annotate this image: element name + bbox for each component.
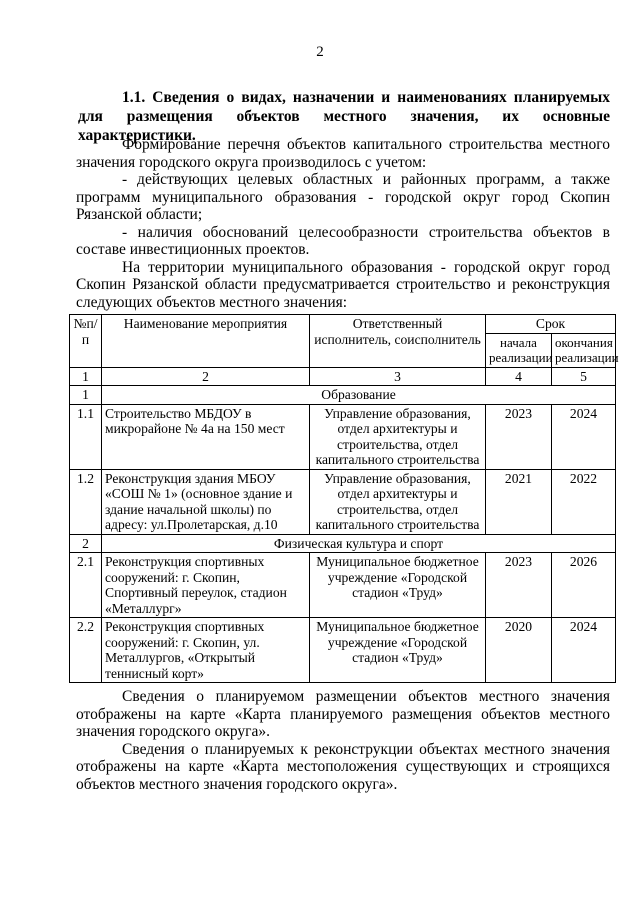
header-responsible: Ответственный исполнитель, соисполнитель xyxy=(310,315,486,368)
intro-paragraph: - наличия обоснований целесообразности строительства объектов в составе инвестиционных проектов. xyxy=(76,223,610,258)
row-responsible: Муниципальное бюджетное учреждение «Городской стадион «Труд» xyxy=(310,553,486,618)
col-number: 5 xyxy=(552,367,616,386)
outro-text xyxy=(76,688,610,793)
header-num: №п/п xyxy=(70,315,102,368)
section-heading: 1.1. Сведения о видах, назначении и наименованиях планируемых для размещения объектов местного значения, их основные характеристики. xyxy=(78,89,610,144)
column-number-row xyxy=(70,367,616,386)
section-title: Физическая культура и спорт xyxy=(102,534,616,553)
row-start: 2021 xyxy=(486,469,552,534)
row-name: Строительство МБДОУ в микрорайоне № 4а на 150 мест xyxy=(102,404,310,469)
section-num: 1 xyxy=(70,386,102,405)
row-end: 2026 xyxy=(552,553,616,618)
section-num: 2 xyxy=(70,534,102,553)
header-name: Наименование мероприятия xyxy=(102,315,310,368)
row-end: 2022 xyxy=(552,469,616,534)
intro-paragraph: - действующих целевых областных и районных программ, а также программ муниципального образования - городской округ город Скопин Рязанской области; xyxy=(76,171,610,223)
outro-paragraph: Сведения о планируемом размещении объектов местного значения отображены на карте «Карта планируемого размещения объектов местного значения городского округа». xyxy=(76,688,610,740)
row-num: 2.1 xyxy=(70,553,102,618)
row-end: 2024 xyxy=(552,404,616,469)
section-title: Образование xyxy=(102,386,616,405)
row-start: 2020 xyxy=(486,618,552,683)
row-responsible: Муниципальное бюджетное учреждение «Городской стадион «Труд» xyxy=(310,618,486,683)
row-num: 2.2 xyxy=(70,618,102,683)
table-row xyxy=(70,618,616,683)
col-number: 2 xyxy=(102,367,310,386)
intro-paragraph: Формирование перечня объектов капитального строительства местного значения городского округа производилось с учетом: xyxy=(76,136,610,171)
row-start: 2023 xyxy=(486,553,552,618)
row-name: Реконструкция спортивных сооружений: г. Скопин, Спортивный переулок, стадион «Металлург» xyxy=(102,553,310,618)
table-row xyxy=(70,469,616,534)
section-row xyxy=(70,534,616,553)
row-num: 1.2 xyxy=(70,469,102,534)
header-term: Срок xyxy=(486,315,616,334)
section-row xyxy=(70,386,616,405)
outro-paragraph: Сведения о планируемых к реконструкции объектах местного значения отображены на карте «Карта местоположения существующих и строящихся объектов местного значения городского округа». xyxy=(76,740,610,793)
row-name: Реконструкция здания МБОУ «СОШ № 1» (основное здание и здание начальной школы) по адресу: ул.Пролетарская, д.10 xyxy=(102,469,310,534)
row-end: 2024 xyxy=(552,618,616,683)
header-start: начала реализации xyxy=(486,333,552,367)
col-number: 1 xyxy=(70,367,102,386)
table-header-row xyxy=(70,315,616,334)
table-row xyxy=(70,553,616,618)
intro-paragraph: На территории муниципального образования - городской округ город Скопин Рязанской области предусматривается строительство и реконструкция следующих объектов местного значения: xyxy=(76,258,610,311)
row-responsible: Управление образования, отдел архитектуры и строительства, отдел капитального строительства xyxy=(310,469,486,534)
header-end: окончания реализации xyxy=(552,333,616,367)
col-number: 4 xyxy=(486,367,552,386)
col-number: 3 xyxy=(310,367,486,386)
row-start: 2023 xyxy=(486,404,552,469)
intro-text xyxy=(76,136,610,311)
table-row xyxy=(70,404,616,469)
row-responsible: Управление образования, отдел архитектуры и строительства, отдел капитального строительства xyxy=(310,404,486,469)
row-name: Реконструкция спортивных сооружений: г. Скопин, ул. Металлургов, «Открытый теннисный корт» xyxy=(102,618,310,683)
page-number: 2 xyxy=(316,44,324,60)
measures-table xyxy=(69,314,619,683)
row-num: 1.1 xyxy=(70,404,102,469)
